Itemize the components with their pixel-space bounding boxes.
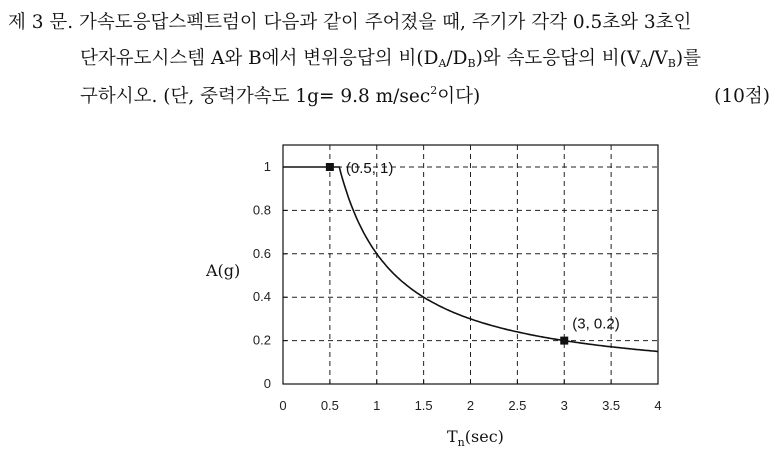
grid-lines — [283, 145, 658, 384]
point-marker-2 — [560, 337, 568, 345]
x-tick-label-1: 1 — [373, 398, 381, 413]
x-tick-label-4: 4 — [654, 398, 662, 413]
annotation-1: (0.5, 1) — [345, 160, 394, 177]
y-tick-label-0.4: 0.4 — [252, 289, 271, 305]
subscript-b2: B — [667, 57, 676, 70]
x-axis-label: $T_n(\sec)$ — [447, 427, 504, 449]
question-text-2slash2: /V — [648, 48, 668, 69]
question-number: 제 3 문. — [8, 12, 74, 33]
x-tick-label-1.5: 1.5 — [414, 398, 433, 413]
subscript-b: B — [467, 57, 476, 70]
question-text-2b: )와 속도응답의 비(V — [475, 48, 641, 69]
x-tick-label-2.5: 2.5 — [508, 398, 527, 413]
superscript-2: 2 — [430, 84, 438, 97]
annotation-2: (3, 0.2) — [572, 315, 620, 333]
point-markers — [326, 160, 620, 345]
x-tick-label-0: 0 — [279, 398, 287, 413]
points-label: (10점) — [714, 86, 770, 107]
question-text-2a: 단자유도시스템 A와 B에서 변위응답의 비(D — [80, 48, 439, 69]
y-tick-label-0.8: 0.8 — [252, 202, 271, 218]
y-tick-label-1: 1 — [263, 159, 271, 174]
y-axis-label: A(g) — [206, 261, 241, 280]
x-tick-label-2: 2 — [466, 398, 475, 413]
question-text-2c: )를 — [675, 48, 701, 69]
question-text-1: 가속도응답스펙트럼이 다음과 같이 주어졌을 때, 주기가 각각 0.5초와 3초인 — [79, 12, 692, 33]
y-tick-label-0.6: 0.6 — [252, 245, 271, 261]
tick-labels — [253, 159, 662, 413]
x-tick-label-0.5: 0.5 — [320, 398, 339, 413]
x-tick-label-3.5: 3.5 — [602, 398, 621, 413]
subscript-a2: A — [640, 57, 649, 70]
point-marker-1 — [326, 163, 334, 171]
subscript-a: A — [438, 57, 447, 70]
x-tick-label-3: 3 — [560, 398, 568, 413]
y-tick-label-0.2: 0.2 — [252, 332, 271, 348]
question-text-3a: 구하시오. (단, 중력가속도 1g= 9.8 m/sec — [80, 86, 431, 107]
y-tick-label-0: 0 — [263, 376, 271, 391]
question-text-2slash: /D — [446, 48, 468, 69]
question-text-3b: 이다) — [437, 86, 481, 107]
